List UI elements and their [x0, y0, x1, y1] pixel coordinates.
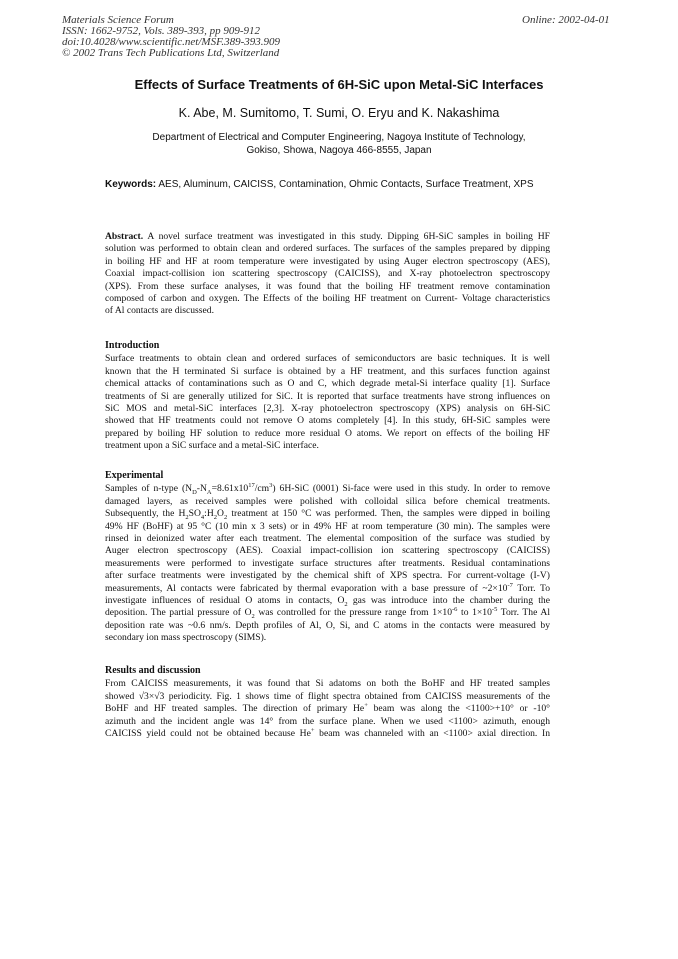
affiliation-line: Department of Electrical and Computer Engineering, Nagoya Institute of Technology,: [152, 132, 526, 143]
section-heading: Experimental: [105, 470, 164, 481]
body-line: measurements were performed to investigate surface structures after treatments. Residual contaminations: [105, 557, 550, 569]
abstract-label: Abstract.: [105, 231, 144, 242]
copyright-line: © 2002 Trans Tech Publications Ltd, Switzerland: [62, 47, 280, 59]
section-heading: Introduction: [105, 340, 160, 351]
keywords-text: AES, Aluminum, CAICISS, Contamination, Ohmic Contacts, Surface Treatment, XPS: [158, 179, 534, 190]
body-line: 49% HF (BoHF) at 95 °C (10 min x 3 sets) or in 49% HF at room temperature (30 min). The samples were: [105, 520, 550, 532]
body-line: secondary ion mass spectroscopy (SIMS).: [105, 632, 267, 644]
body-line: measurements, Al contacts were fabricated by thermal evaporation with a base pressure of $\sim 2\times 10^{-7}$ Torr. To: [105, 582, 550, 594]
journal-header: [62, 15, 280, 59]
abstract-line: Coaxial impact-collision ion scattering spectroscopy (CAICISS), and X-ray photoelectron spectroscopy: [105, 268, 550, 280]
body-line: CAICISS yield could not be obtained because He+ beam was channeled with an <1100> axial direction. In: [105, 728, 550, 740]
journal-name: Materials Science Forum: [62, 14, 174, 26]
body-line: Auger electron spectroscopy (AES). Coaxial impact-collision ion scattering spectroscopy (CAICISS): [105, 545, 550, 557]
body-line: Subsequently, the $H_2SO_4:H_2O_2$ treatment at 150 °C was performed. Then, the samples were dipped in boiling: [105, 508, 550, 521]
body-line: treatment upon a SiC surface and a metal-SiC interface.: [105, 440, 319, 452]
body-line: rinsed in deionized water after each treatment. The elemental composition of the surface was studied by: [105, 533, 550, 545]
body-line: prepared by boiling HF solution to reduce more residual O atoms. We report on effects of the boiling HF: [105, 427, 550, 439]
abstract-line: composed of carbon and oxygen. The Effects of the boiling HF treatment on Current- Voltage characteristics: [105, 293, 550, 305]
body-line: known that the H terminated Si surface is obtained by a HF treatment, and this surfaces function against: [105, 365, 550, 377]
results-section: [105, 665, 550, 740]
body-line: Samples of n-type $(N_D-N_A=8.61x10^{17}/cm^3)$ 6H-SiC (0001) Si-face were used in this study. In order to remove: [105, 483, 550, 496]
body-line: From CAICISS measurements, it was found that Si adatoms on both the BoHF and HF treated samples: [105, 678, 550, 690]
body-line: treatments of Si are generally utilized for SiC. It is reported that surface treatments have strong influences on: [105, 390, 550, 402]
body-line: deposition. The partial pressure of $O_2$ was controlled for the pressure range from $1\times 10^{-6}$ to $1\times 10^{-5}$ Torr. The Al: [105, 607, 550, 620]
body-line: SiC MOS and metal-SiC interfaces [2,3]. X-ray photoelectron spectroscopy (XPS) analysis on 6H-SiC: [105, 403, 550, 415]
issn-line: ISSN: 1662-9752, Vols. 389-393, pp 909-912: [62, 25, 260, 37]
abstract-line: [105, 231, 550, 243]
body-line: chemical attacks of contaminations such as O and C, which degrade metal-Si interface quality [1]. Surface: [105, 378, 550, 390]
body-line: deposition rate was ~0.6 nm/s. Depth profiles of Al, O, Si, and C atoms in the contacts were measured by: [105, 619, 550, 631]
abstract-text: A novel surface treatment was investigated in this study. Dipping 6H-SiC samples in boiling HF: [147, 231, 550, 242]
body-line: BoHF and HF treated samples. The direction of primary He+ beam was along the <1100>+10° or -10°: [105, 703, 550, 715]
introduction-section: [105, 340, 550, 453]
body-line: showed √3×√3 periodicity. Fig. 1 shows time of flight spectra obtained from CAICISS measurements of the: [105, 690, 550, 702]
abstract-line: in boiling HF and HF at room temperature were investigated by using Auger electron spectroscopy (AES),: [105, 255, 550, 267]
experimental-section: [105, 470, 550, 645]
keywords-label: Keywords:: [105, 179, 157, 190]
author-list: K. Abe, M. Sumitomo, T. Sumi, O. Eryu and K. Nakashima: [178, 106, 500, 120]
body-line: investigate influences of residual O atoms in contacts, $O_2$ gas was introduce into the chamber during the: [105, 595, 550, 608]
affiliation-line: Gokiso, Showa, Nagoya 466-8555, Japan: [246, 145, 432, 156]
paper-title: Effects of Surface Treatments of 6H-SiC upon Metal-SiC Interfaces: [134, 77, 544, 92]
abstract-line: (XPS). From these surface analyses, it was found that the boiling HF treatment remove contamination: [105, 280, 550, 292]
abstract-section: [105, 231, 550, 318]
abstract-line: solution was performed to obtain clean and ordered surfaces. The surfaces of the samples prepared by dipping: [105, 243, 550, 255]
body-line: after surface treatments were investigated by the chemical shift of XPS spectra. For current-voltage (I-V): [105, 570, 550, 582]
body-line: Surface treatments to obtain clean and ordered surfaces of semiconductors are basic techniques. It is well: [105, 353, 550, 365]
body-line: damaged layers, as received samples were polished with colloidal silica before chemical treatments.: [105, 495, 550, 507]
body-line: azimuth and the incident angle was 14° from the surface plane. When we used <1100> azimuth, enough: [105, 715, 550, 727]
abstract-line: of Al contacts are discussed.: [105, 305, 214, 317]
body-line: showed that HF treatments could not remove O atoms completely [4]. In this study, 6H-SiC samples were: [105, 415, 550, 427]
online-date: Online: 2002-04-01: [522, 14, 610, 26]
section-heading: Results and discussion: [105, 665, 201, 676]
affiliation: [0, 131, 678, 157]
doi-line: doi:10.4028/www.scientific.net/MSF.389-393.909: [62, 36, 281, 48]
keywords: [105, 179, 534, 190]
